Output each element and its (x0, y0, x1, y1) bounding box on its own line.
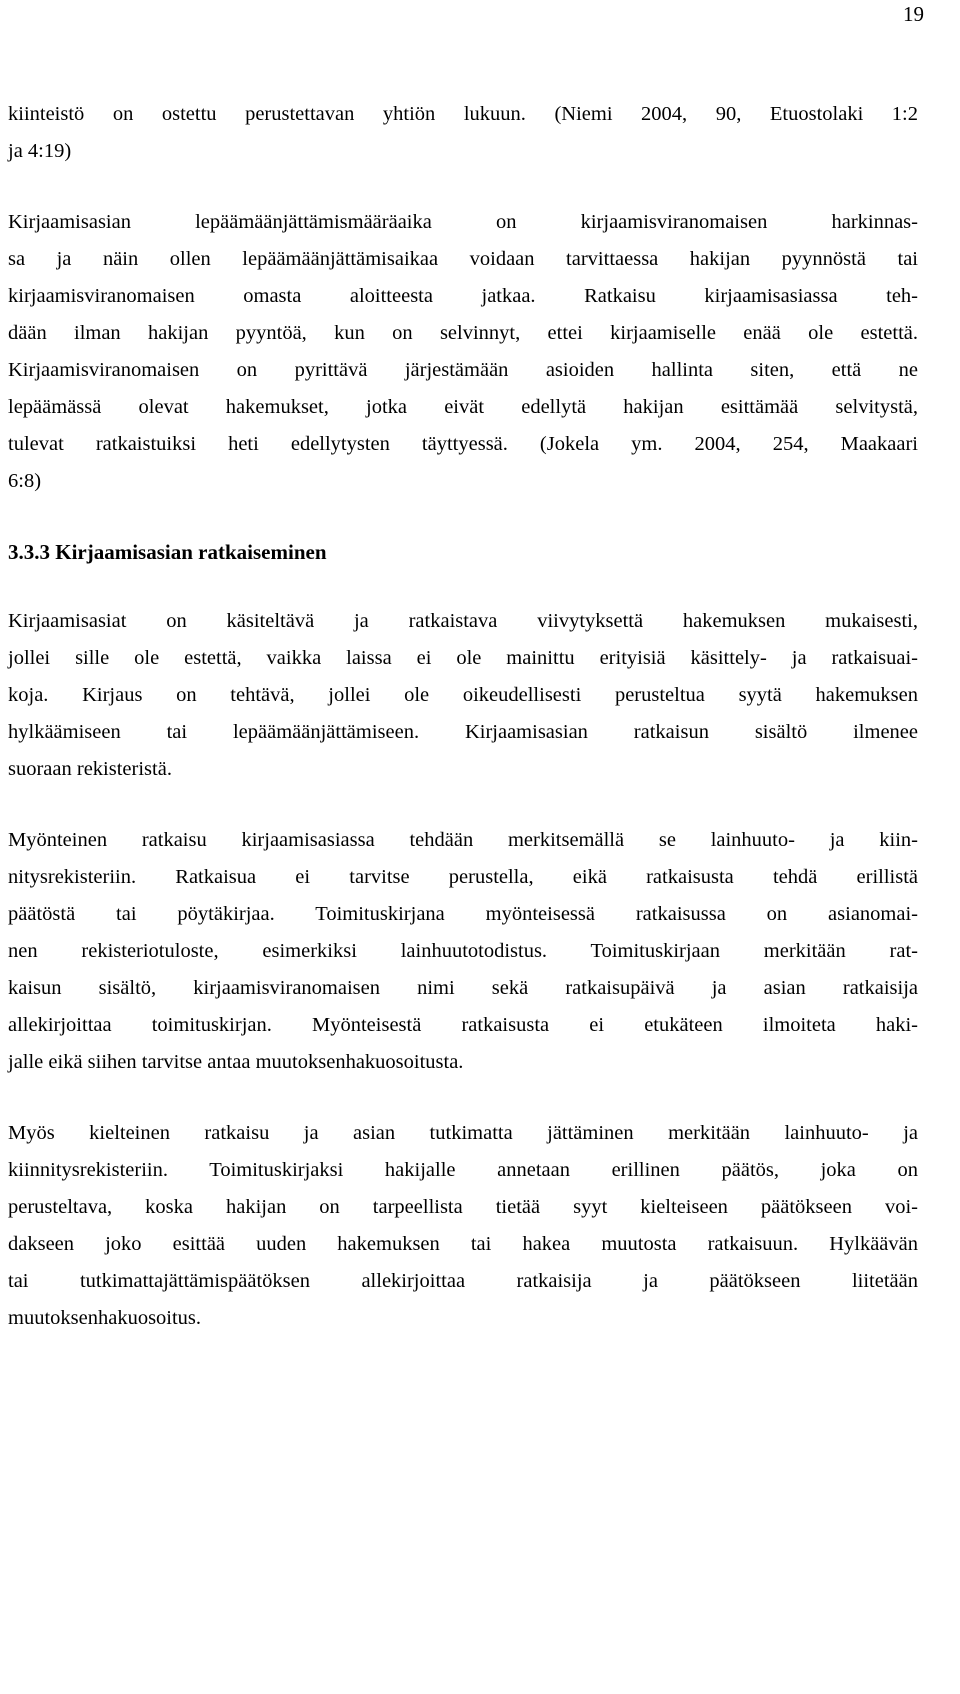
text-line: dään ilman hakijan pyyntöä, kun on selvinnyt, ettei kirjaamiselle enää ole estettä. (8, 322, 918, 344)
text-line: Kirjaamisasiat on käsiteltävä ja ratkaistava viivytyksettä hakemuksen mukaisesti, (8, 610, 918, 632)
text-line: tai tutkimattajättämispäätöksen allekirjoittaa ratkaisija ja päätökseen liitetään (8, 1270, 918, 1292)
text-line: lepäämässä olevat hakemukset, jotka eivät edellytä hakijan esittämää selvitystä, (8, 396, 918, 418)
paragraph-gap (8, 788, 918, 822)
text-line: nitysrekisteriin. Ratkaisua ei tarvitse perustella, eikä ratkaisusta tehdä erillistä (8, 866, 918, 888)
text-line: kiinteistö on ostettu perustettavan yhtiön lukuun. (Niemi 2004, 90, Etuostolaki 1:2 (8, 103, 918, 125)
text-line: ja 4:19) (8, 140, 72, 162)
text-line: jollei sille ole estettä, vaikka laissa ei ole mainittu erityisiä käsittely- ja ratkaisuai- (8, 647, 918, 669)
paragraph-gap (8, 1081, 918, 1115)
text-line: perusteltava, koska hakijan on tarpeellista tietää syyt kielteiseen päätökseen voi- (8, 1196, 918, 1218)
text-line: kaisun sisältö, kirjaamisviranomaisen nimi sekä ratkaisupäivä ja asian ratkaisija (8, 977, 918, 999)
page-number: 19 (903, 2, 924, 26)
text-line: sa ja näin ollen lepäämäänjättämisaikaa voidaan tarvittaessa hakijan pyynnöstä tai (8, 248, 918, 270)
text-line: kiinnitysrekisteriin. Toimituskirjaksi hakijalle annetaan erillinen päätös, joka on (8, 1159, 918, 1181)
paragraph-5 (8, 1115, 918, 1337)
paragraph-2 (8, 204, 918, 500)
section-heading: 3.3.3 Kirjaamisasian ratkaiseminen (8, 540, 327, 564)
text-line: Myös kielteinen ratkaisu ja asian tutkimatta jättäminen merkitään lainhuuto- ja (8, 1122, 918, 1144)
text-line: tulevat ratkaistuiksi heti edellytysten täyttyessä. (Jokela ym. 2004, 254, Maakaari (8, 433, 918, 455)
text-line: dakseen joko esittää uuden hakemuksen tai hakea muutosta ratkaisuun. Hylkäävän (8, 1233, 918, 1255)
text-line: koja. Kirjaus on tehtävä, jollei ole oikeudellisesti perusteltua syytä hakemuksen (8, 684, 918, 706)
text-line: Kirjaamisasian lepäämäänjättämismääräaika on kirjaamisviranomaisen harkinnas- (8, 211, 918, 233)
text-line: Kirjaamisviranomaisen on pyrittävä järjestämään asioiden hallinta siten, että ne (8, 359, 918, 381)
text-line: 6:8) (8, 470, 42, 492)
paragraph-gap (8, 170, 918, 204)
text-line: nen rekisteriotuloste, esimerkiksi lainhuutotodistus. Toimituskirjaan merkitään rat- (8, 940, 918, 962)
text-line: hylkäämiseen tai lepäämäänjättämiseen. Kirjaamisasian ratkaisun sisältö ilmenee (8, 721, 918, 743)
paragraph-1 (8, 96, 918, 170)
document-body (8, 96, 918, 1337)
text-line: allekirjoittaa toimituskirjan. Myönteisestä ratkaisusta ei etukäteen ilmoiteta haki- (8, 1014, 918, 1036)
text-line: jalle eikä siihen tarvitse antaa muutoksenhakuosoitusta. (8, 1051, 464, 1073)
paragraph-4 (8, 822, 918, 1081)
text-line: päätöstä tai pöytäkirjaa. Toimituskirjana myönteisessä ratkaisussa on asianomai- (8, 903, 918, 925)
text-line: Myönteinen ratkaisu kirjaamisasiassa tehdään merkitsemällä se lainhuuto- ja kiin- (8, 829, 918, 851)
text-line: muutoksenhakuosoitus. (8, 1307, 202, 1329)
paragraph-3 (8, 603, 918, 788)
text-line: kirjaamisviranomaisen omasta aloitteesta jatkaa. Ratkaisu kirjaamisasiassa teh- (8, 285, 918, 307)
text-line: suoraan rekisteristä. (8, 758, 172, 780)
